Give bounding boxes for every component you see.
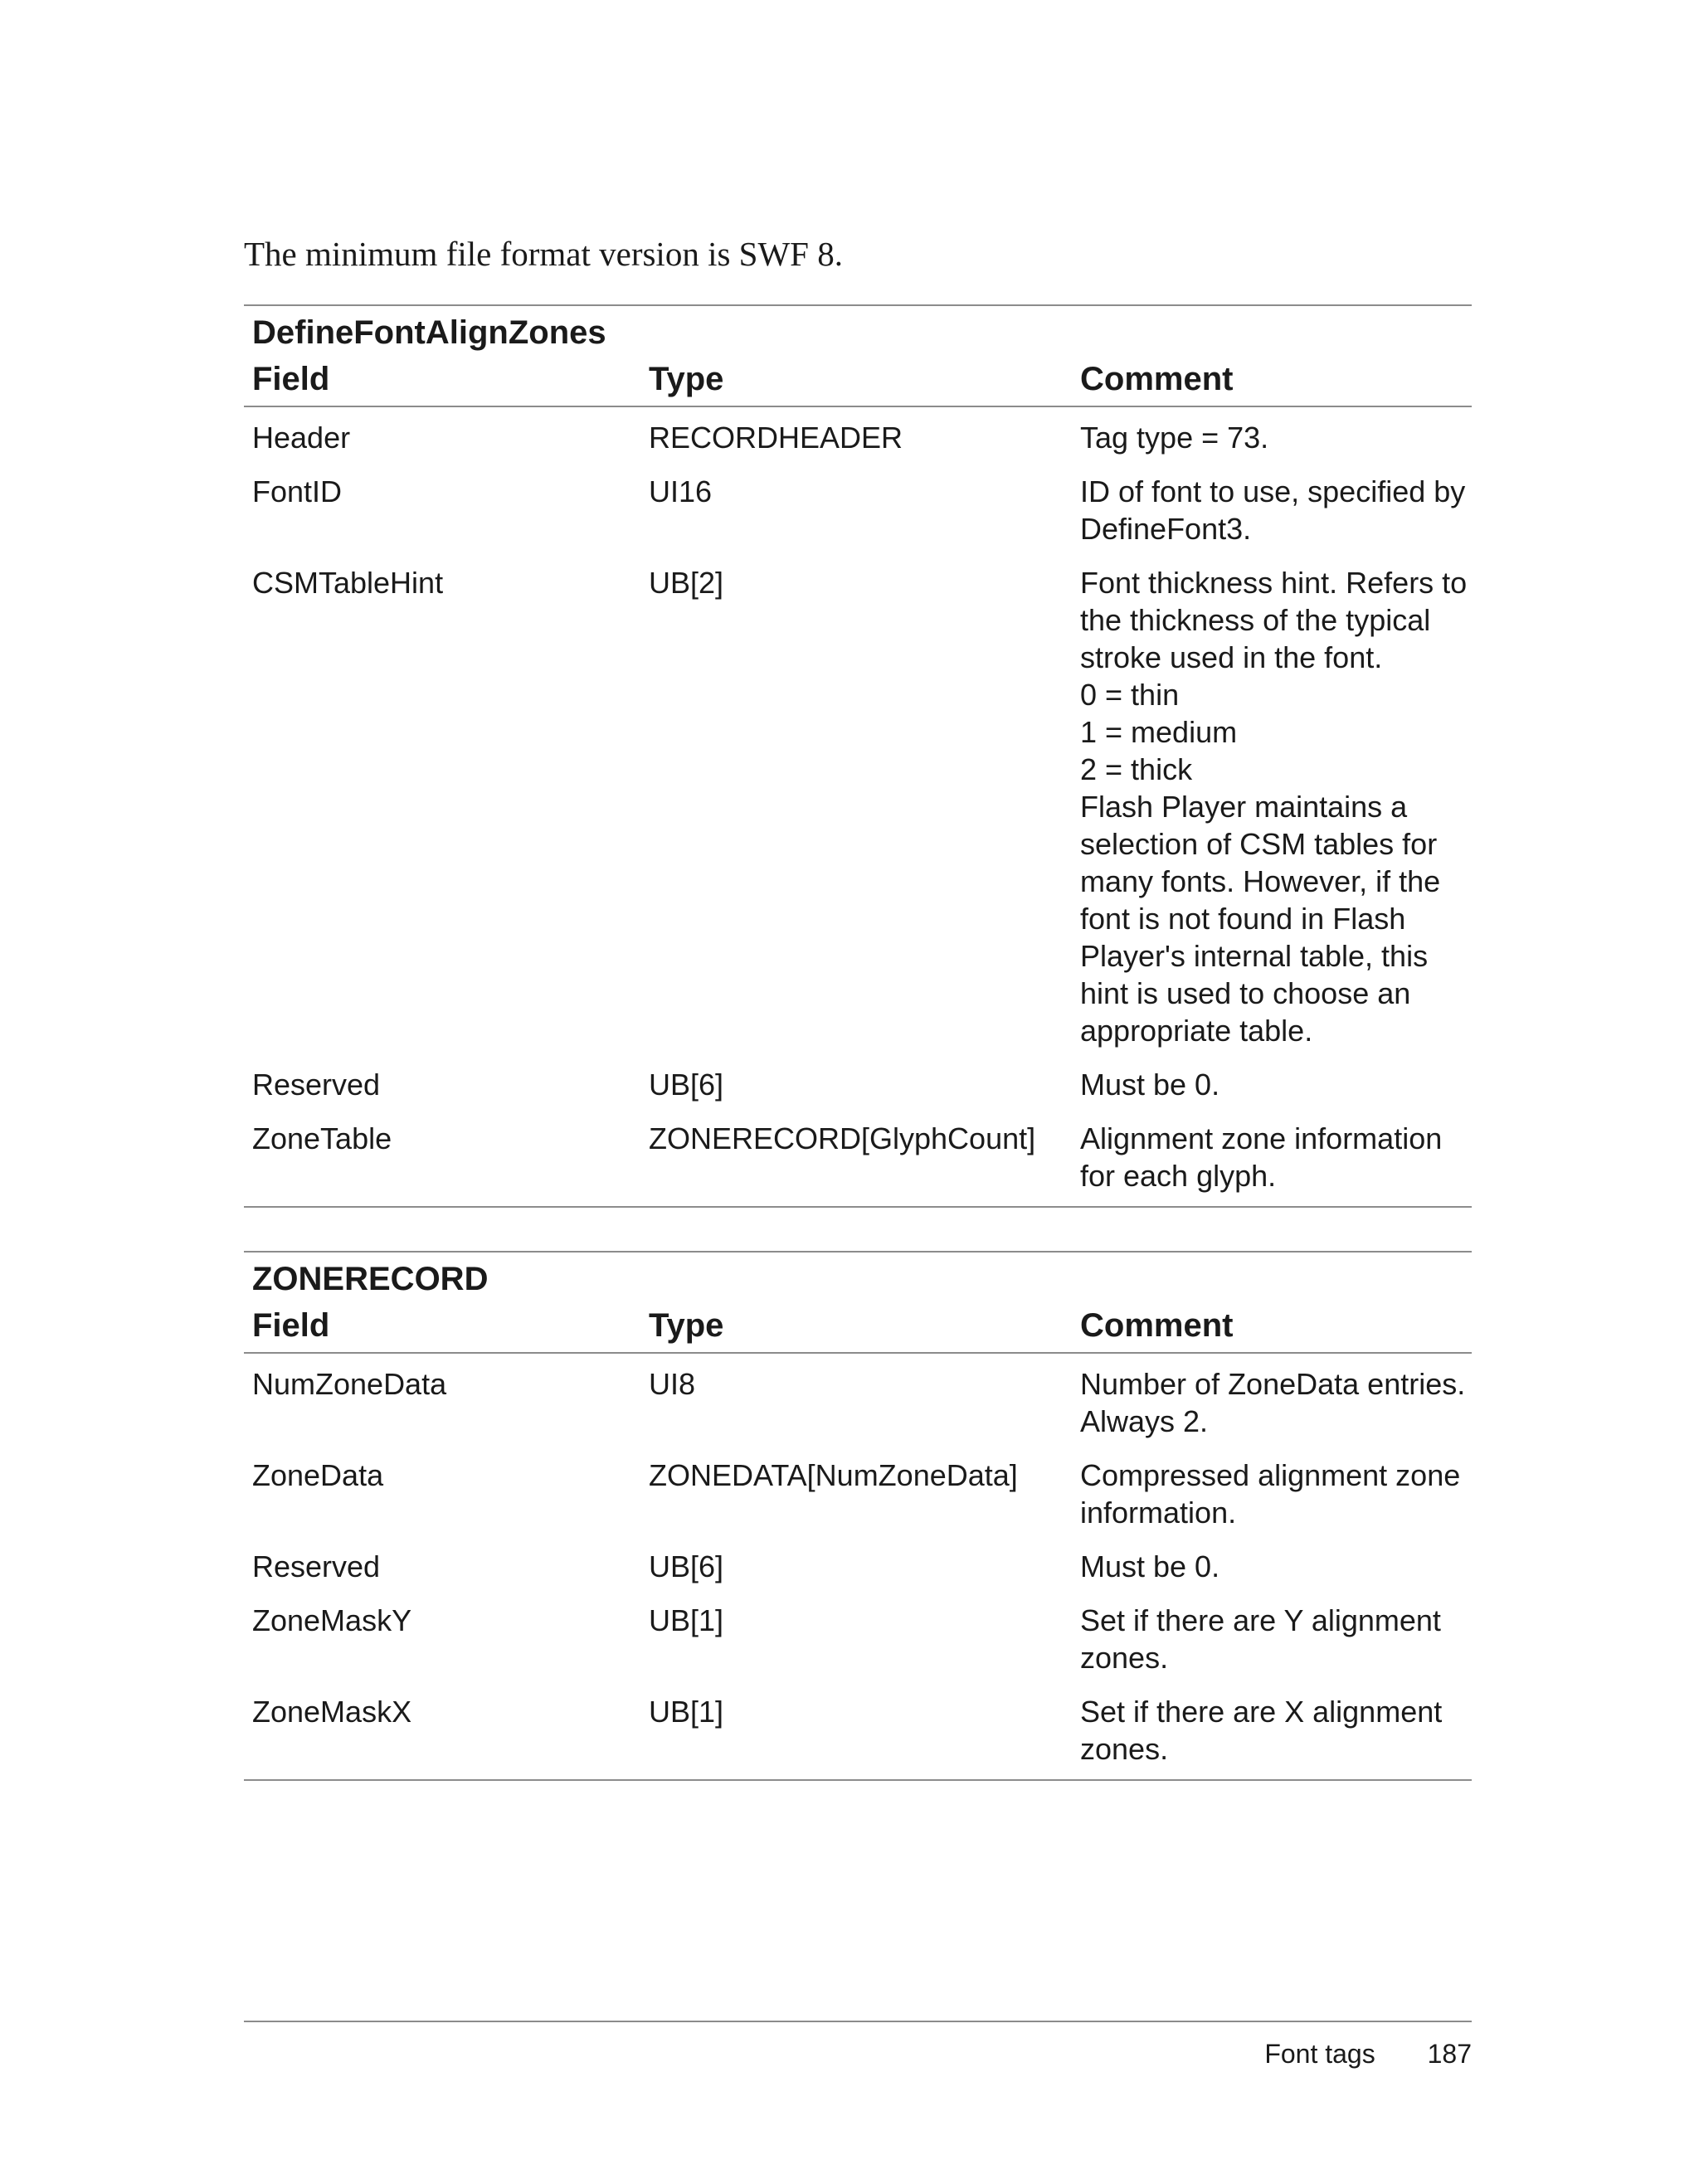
type-cell: UB[2] xyxy=(649,566,724,600)
page-number: 187 xyxy=(1427,2039,1472,2069)
field-cell: CSMTableHint xyxy=(252,566,444,600)
comment-cell: ID of font to use, specified by DefineFont3. xyxy=(1080,474,1466,546)
field-cell: ZoneData xyxy=(252,1458,384,1492)
field-cell: NumZoneData xyxy=(252,1367,447,1401)
footer-divider xyxy=(244,2021,1472,2022)
field-cell: ZoneMaskX xyxy=(252,1695,412,1729)
column-header-field: Field xyxy=(244,359,640,406)
zonerecord-table xyxy=(244,1251,1472,1781)
type-cell: UB[1] xyxy=(649,1603,724,1637)
type-cell: UI8 xyxy=(649,1367,696,1401)
field-cell: ZoneMaskY xyxy=(252,1603,412,1637)
comment-cell: Number of ZoneData entries. Always 2. xyxy=(1080,1367,1466,1438)
table-row xyxy=(244,1602,1472,1693)
comment-cell: Compressed alignment zone information. xyxy=(1080,1458,1461,1530)
comment-cell: Font thickness hint. Refers to the thickness of the typical stroke used in the font. 0 = thin 1 = medium 2 = thick Flash Player maintains a selection of CSM tables for many fonts. However, if the font is not found in Flash Player's internal table, this hint is used to choose an appropriate table. xyxy=(1080,566,1468,1048)
type-cell: UB[1] xyxy=(649,1695,724,1729)
comment-cell: Alignment zone information for each glyph. xyxy=(1080,1121,1443,1193)
page-footer xyxy=(1264,2039,1472,2070)
field-cell: ZoneTable xyxy=(252,1121,392,1155)
comment-cell: Set if there are X alignment zones. xyxy=(1080,1695,1443,1766)
field-cell: Reserved xyxy=(252,1068,381,1102)
table-row xyxy=(244,406,1472,473)
field-cell: FontID xyxy=(252,474,343,508)
table-row xyxy=(244,1066,1472,1120)
intro-text: The minimum file format version is SWF 8. xyxy=(244,235,843,273)
type-cell: UI16 xyxy=(649,474,713,508)
type-cell: RECORDHEADER xyxy=(649,421,903,455)
column-header-field: Field xyxy=(244,1306,640,1353)
table-row xyxy=(244,1120,1472,1207)
field-cell: Header xyxy=(252,421,351,455)
column-header-type: Type xyxy=(640,1306,1072,1353)
table-row xyxy=(244,1693,1472,1780)
type-cell: ZONEDATA[NumZoneData] xyxy=(649,1458,1018,1492)
comment-cell: Must be 0. xyxy=(1080,1068,1220,1102)
table-row xyxy=(244,564,1472,1066)
table-row xyxy=(244,1353,1472,1457)
column-header-type: Type xyxy=(640,359,1072,406)
table-row xyxy=(244,1548,1472,1602)
column-header-comment: Comment xyxy=(1072,359,1472,406)
footer-section-title: Font tags xyxy=(1264,2039,1375,2069)
definefontalignzones-table xyxy=(244,304,1472,1208)
table-title: ZONERECORD xyxy=(252,1261,489,1297)
column-header-comment: Comment xyxy=(1072,1306,1472,1353)
field-cell: Reserved xyxy=(252,1549,381,1583)
table-row xyxy=(244,1457,1472,1548)
table-row xyxy=(244,473,1472,564)
comment-cell: Must be 0. xyxy=(1080,1549,1220,1583)
table-title: DefineFontAlignZones xyxy=(252,314,606,351)
comment-cell: Set if there are Y alignment zones. xyxy=(1080,1603,1441,1675)
type-cell: ZONERECORD[GlyphCount] xyxy=(649,1121,1036,1155)
comment-cell: Tag type = 73. xyxy=(1080,421,1269,455)
type-cell: UB[6] xyxy=(649,1549,724,1583)
type-cell: UB[6] xyxy=(649,1068,724,1102)
